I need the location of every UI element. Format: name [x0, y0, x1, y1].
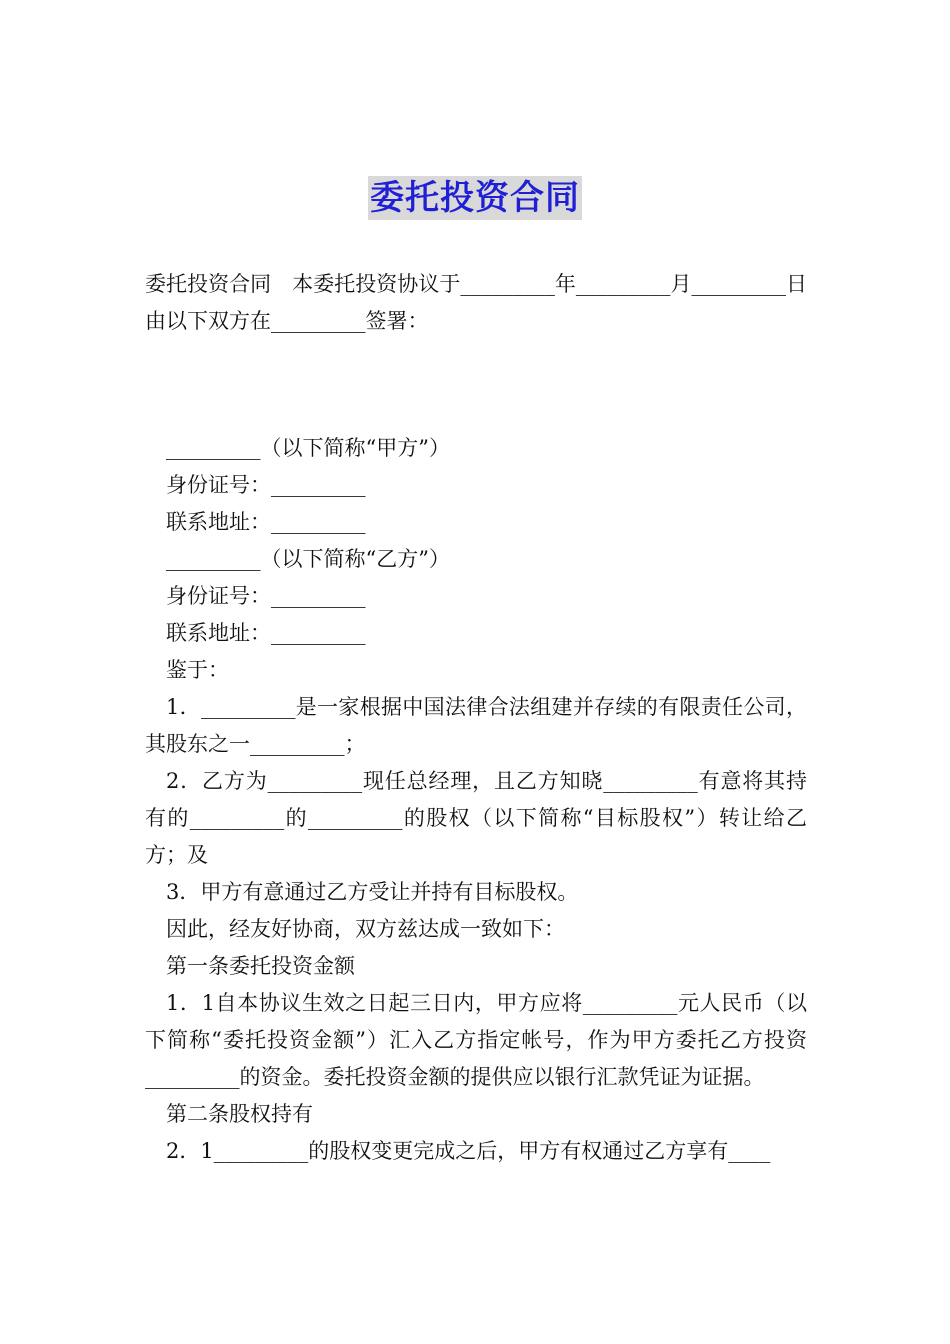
- whereas-heading: 鉴于：: [166, 658, 229, 682]
- clause-1-1: 1．1自本协议生效之日起三日内，甲方应将_________元人民币（以下简称“委托投资金额”）汇入乙方指定帐号，作为甲方委托乙方投资_________的资金。委托投资金额的提供应以银行汇款凭证为证据。: [145, 991, 807, 1089]
- blank-gap: [145, 340, 807, 430]
- document-body: [145, 266, 807, 1170]
- party-a-id-line: 身份证号：_________: [166, 473, 366, 497]
- clause-2-1: 2．1_________的股权变更完成之后，甲方有权通过乙方享有____: [166, 1139, 771, 1163]
- document-title: 委托投资合同: [370, 178, 580, 218]
- recital-1: 1．_________是一家根据中国法律合法组建并存续的有限责任公司，其股东之一_________；: [145, 695, 807, 756]
- intro-paragraph: 委托投资合同 本委托投资协议于_________年_________月_________日由以下双方在_________签署：: [145, 272, 807, 333]
- party-a-name-line: _________（以下简称“甲方”）: [166, 436, 450, 460]
- agreement-intro: 因此，经友好协商，双方兹达成一致如下：: [166, 917, 565, 941]
- party-b-id-line: 身份证号：_________: [166, 584, 366, 608]
- article-2-heading: 第二条股权持有: [166, 1102, 313, 1126]
- recital-2: 2．乙方为_________现任总经理，且乙方知晓_________有意将其持有的_________的_________的股权（以下简称“目标股权”）转让给乙方；及: [145, 769, 807, 867]
- party-b-name-line: _________（以下简称“乙方”）: [166, 547, 450, 571]
- title-container: [0, 176, 950, 220]
- party-a-address-line: 联系地址：_________: [166, 510, 366, 534]
- party-b-address-line: 联系地址：_________: [166, 621, 366, 645]
- recital-3: 3．甲方有意通过乙方受让并持有目标股权。: [166, 880, 579, 904]
- article-1-heading: 第一条委托投资金额: [166, 954, 355, 978]
